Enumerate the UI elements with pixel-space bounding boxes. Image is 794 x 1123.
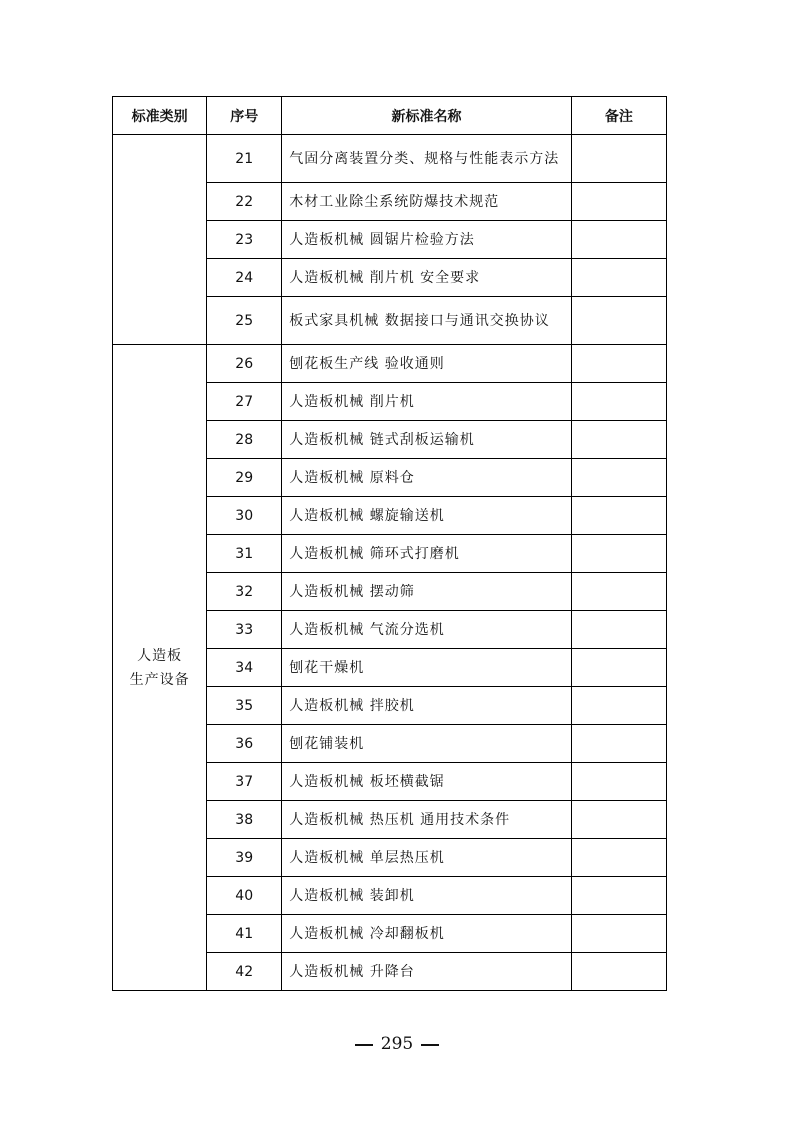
remark-cell [571,687,666,725]
row-number: 22 [207,183,282,221]
remark-cell [571,183,666,221]
remark-cell [571,345,666,383]
table-row [113,345,667,383]
table-row [113,135,667,183]
remark-cell [571,915,666,953]
standard-name: 人造板机械 螺旋输送机 [282,497,572,535]
row-number: 36 [207,725,282,763]
page-footer [0,1034,794,1054]
standards-table [112,96,667,991]
row-number: 24 [207,259,282,297]
remark-cell [571,221,666,259]
row-number: 21 [207,135,282,183]
row-number: 38 [207,801,282,839]
remark-cell [571,839,666,877]
row-number: 34 [207,649,282,687]
header-no: 序号 [207,97,282,135]
row-number: 25 [207,297,282,345]
row-number: 39 [207,839,282,877]
header-remark: 备注 [571,97,666,135]
row-number: 35 [207,687,282,725]
row-number: 31 [207,535,282,573]
remark-cell [571,459,666,497]
standard-name: 人造板机械 热压机 通用技术条件 [282,801,572,839]
standard-name: 人造板机械 圆锯片检验方法 [282,221,572,259]
standard-name: 人造板机械 筛环式打磨机 [282,535,572,573]
remark-cell [571,763,666,801]
remark-cell [571,725,666,763]
page-number: 295 [380,1034,414,1054]
remark-cell [571,135,666,183]
standard-name: 人造板机械 冷却翻板机 [282,915,572,953]
standard-name: 刨花板生产线 验收通则 [282,345,572,383]
row-number: 37 [207,763,282,801]
row-number: 33 [207,611,282,649]
remark-cell [571,421,666,459]
remark-cell [571,383,666,421]
remark-cell [571,297,666,345]
standard-name: 人造板机械 链式刮板运输机 [282,421,572,459]
row-number: 32 [207,573,282,611]
table-header-row [113,97,667,135]
standard-name: 人造板机械 板坯横截锯 [282,763,572,801]
standard-name: 刨花铺装机 [282,725,572,763]
remark-cell [571,535,666,573]
standard-name: 刨花干燥机 [282,649,572,687]
standard-name: 木材工业除尘系统防爆技术规范 [282,183,572,221]
standard-name: 人造板机械 原料仓 [282,459,572,497]
row-number: 27 [207,383,282,421]
standard-name: 板式家具机械 数据接口与通讯交换协议 [282,297,572,345]
standard-name: 人造板机械 拌胶机 [282,687,572,725]
remark-cell [571,801,666,839]
category-cell-group2 [113,345,207,991]
remark-cell [571,877,666,915]
remark-cell [571,649,666,687]
standard-name: 人造板机械 单层热压机 [282,839,572,877]
standard-name: 人造板机械 削片机 安全要求 [282,259,572,297]
remark-cell [571,953,666,991]
standard-name: 人造板机械 气流分选机 [282,611,572,649]
header-category: 标准类别 [113,97,207,135]
row-number: 28 [207,421,282,459]
row-number: 30 [207,497,282,535]
standard-name: 气固分离装置分类、规格与性能表示方法 [282,135,572,183]
remark-cell [571,497,666,535]
row-number: 29 [207,459,282,497]
standard-name: 人造板机械 装卸机 [282,877,572,915]
dash-left [355,1044,373,1046]
category-line-2: 生产设备 [129,671,190,688]
header-name: 新标准名称 [282,97,572,135]
row-number: 41 [207,915,282,953]
row-number: 40 [207,877,282,915]
row-number: 26 [207,345,282,383]
dash-right [421,1044,439,1046]
remark-cell [571,259,666,297]
row-number: 23 [207,221,282,259]
remark-cell [571,611,666,649]
category-cell-group1 [113,135,207,345]
row-number: 42 [207,953,282,991]
category-line-1: 人造板 [137,647,183,664]
standard-name: 人造板机械 摆动筛 [282,573,572,611]
remark-cell [571,573,666,611]
standard-name: 人造板机械 升降台 [282,953,572,991]
standard-name: 人造板机械 削片机 [282,383,572,421]
